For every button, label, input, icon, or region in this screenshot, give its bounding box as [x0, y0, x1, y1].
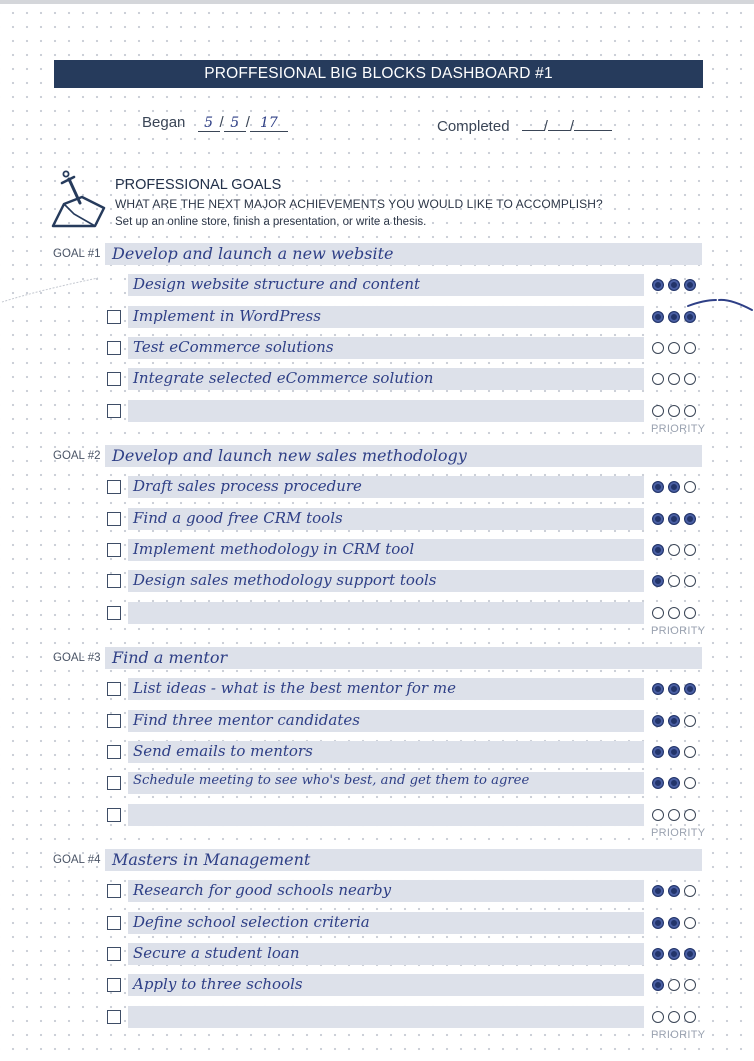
priority-dot-icon[interactable]	[668, 1011, 680, 1023]
priority-rating[interactable]	[652, 809, 696, 821]
priority-rating[interactable]	[652, 777, 696, 789]
task-checkbox[interactable]	[107, 884, 121, 898]
priority-dot-icon[interactable]	[668, 575, 680, 587]
priority-label: PRIORITY	[651, 625, 706, 637]
priority-dot-icon[interactable]	[684, 607, 696, 619]
priority-dot-icon[interactable]	[668, 279, 680, 291]
priority-dot-icon[interactable]	[684, 544, 696, 556]
priority-dot-icon[interactable]	[652, 544, 664, 556]
goal-label: GOAL #2	[53, 450, 101, 462]
priority-rating[interactable]	[652, 513, 696, 525]
task-checkbox[interactable]	[107, 978, 121, 992]
priority-dot-icon[interactable]	[652, 979, 664, 991]
priority-rating[interactable]	[652, 715, 696, 727]
priority-dot-icon[interactable]	[684, 777, 696, 789]
priority-dot-icon[interactable]	[684, 746, 696, 758]
priority-rating[interactable]	[652, 481, 696, 493]
priority-dot-icon[interactable]	[684, 809, 696, 821]
goal-label: GOAL #4	[53, 854, 101, 866]
task-text: List ideas - what is the best mentor for me	[133, 679, 456, 697]
began-month[interactable]: 5	[224, 115, 246, 132]
priority-dot-icon[interactable]	[668, 311, 680, 323]
priority-dot-icon[interactable]	[668, 607, 680, 619]
pen-stroke-right	[686, 296, 754, 316]
priority-rating[interactable]	[652, 405, 696, 417]
began-year[interactable]: 17	[250, 115, 288, 132]
task-checkbox[interactable]	[107, 310, 121, 324]
goal-label: GOAL #3	[53, 652, 101, 664]
priority-rating[interactable]	[652, 683, 696, 695]
priority-dot-icon[interactable]	[668, 544, 680, 556]
priority-dot-icon[interactable]	[668, 342, 680, 354]
priority-rating[interactable]	[652, 917, 696, 929]
task-checkbox[interactable]	[107, 682, 121, 696]
priority-dot-icon[interactable]	[684, 917, 696, 929]
priority-dot-icon[interactable]	[684, 405, 696, 417]
task-text: Research for good schools nearby	[133, 881, 392, 899]
task-text: Find a good free CRM tools	[133, 509, 343, 527]
priority-dot-icon[interactable]	[652, 311, 664, 323]
priority-dot-icon[interactable]	[652, 1011, 664, 1023]
task-checkbox[interactable]	[107, 947, 121, 961]
priority-dot-icon[interactable]	[684, 575, 696, 587]
began-day[interactable]: 5	[198, 115, 220, 132]
completed-year[interactable]	[574, 114, 612, 131]
priority-dot-icon[interactable]	[652, 405, 664, 417]
priority-dot-icon[interactable]	[668, 948, 680, 960]
began-label: Began	[142, 114, 186, 131]
completed-label: Completed	[437, 118, 510, 135]
task-checkbox[interactable]	[107, 808, 121, 822]
task-text: Draft sales process procedure	[133, 477, 362, 495]
priority-dot-icon[interactable]	[652, 607, 664, 619]
priority-dot-icon[interactable]	[684, 1011, 696, 1023]
priority-dot-icon[interactable]	[652, 715, 664, 727]
priority-dot-icon[interactable]	[668, 405, 680, 417]
priority-dot-icon[interactable]	[652, 342, 664, 354]
task-checkbox[interactable]	[107, 543, 121, 557]
task-text: Design website structure and content	[133, 275, 421, 293]
section-title: PROFESSIONAL GOALS	[115, 177, 282, 193]
goal-label: GOAL #1	[53, 248, 101, 260]
task-field[interactable]	[128, 804, 644, 826]
task-text: Find three mentor candidates	[133, 711, 360, 729]
priority-dot-icon[interactable]	[668, 715, 680, 727]
completed-date: Completed / /	[437, 114, 612, 135]
completed-day[interactable]	[522, 114, 544, 131]
goal-text: Develop and launch new sales methodology	[112, 446, 467, 465]
task-field[interactable]	[128, 1006, 644, 1028]
priority-dot-icon[interactable]	[668, 917, 680, 929]
priority-dot-icon[interactable]	[652, 481, 664, 493]
priority-dot-icon[interactable]	[684, 342, 696, 354]
task-checkbox[interactable]	[107, 512, 121, 526]
task-checkbox[interactable]	[107, 776, 121, 790]
task-field[interactable]	[128, 602, 644, 624]
priority-dot-icon[interactable]	[652, 746, 664, 758]
priority-label: PRIORITY	[651, 1029, 706, 1041]
priority-dot-icon[interactable]	[684, 979, 696, 991]
task-checkbox[interactable]	[107, 341, 121, 355]
sword-in-stone-icon	[50, 170, 110, 232]
began-date: Began 5 / 5 / 17	[142, 114, 288, 132]
goal-text: Find a mentor	[112, 648, 228, 667]
task-checkbox[interactable]	[107, 916, 121, 930]
priority-dot-icon[interactable]	[684, 885, 696, 897]
priority-dot-icon[interactable]	[684, 948, 696, 960]
priority-dot-icon[interactable]	[668, 746, 680, 758]
priority-dot-icon[interactable]	[668, 979, 680, 991]
priority-dot-icon[interactable]	[668, 683, 680, 695]
task-checkbox[interactable]	[107, 1010, 121, 1024]
priority-dot-icon[interactable]	[668, 513, 680, 525]
priority-dot-icon[interactable]	[684, 279, 696, 291]
priority-dot-icon[interactable]	[668, 777, 680, 789]
task-checkbox[interactable]	[107, 480, 121, 494]
section-question: WHAT ARE THE NEXT MAJOR ACHIEVEMENTS YOU WOULD LIKE TO ACCOMPLISH?	[115, 197, 603, 211]
priority-dot-icon[interactable]	[684, 513, 696, 525]
task-checkbox[interactable]	[107, 714, 121, 728]
priority-rating[interactable]	[652, 575, 696, 587]
priority-dot-icon[interactable]	[684, 373, 696, 385]
priority-rating[interactable]	[652, 607, 696, 619]
goal-text: Develop and launch a new website	[112, 244, 394, 263]
task-checkbox[interactable]	[107, 404, 121, 418]
priority-rating[interactable]	[652, 279, 696, 291]
priority-dot-icon[interactable]	[652, 279, 664, 291]
task-text: Apply to three schools	[133, 975, 303, 993]
task-text: Design sales methodology support tools	[133, 571, 437, 589]
priority-dot-icon[interactable]	[668, 481, 680, 493]
priority-rating[interactable]	[652, 342, 696, 354]
page-title: PROFFESIONAL BIG BLOCKS DASHBOARD #1	[54, 60, 703, 88]
task-checkbox[interactable]	[107, 745, 121, 759]
task-field[interactable]	[128, 400, 644, 422]
task-text: Send emails to mentors	[133, 742, 313, 760]
priority-dot-icon[interactable]	[652, 948, 664, 960]
priority-label: PRIORITY	[651, 827, 706, 839]
task-text: Implement methodology in CRM tool	[133, 540, 415, 558]
priority-rating[interactable]	[652, 544, 696, 556]
priority-rating[interactable]	[652, 746, 696, 758]
priority-rating[interactable]	[652, 885, 696, 897]
priority-dot-icon[interactable]	[652, 809, 664, 821]
priority-dot-icon[interactable]	[652, 917, 664, 929]
task-checkbox[interactable]	[107, 372, 121, 386]
priority-dot-icon[interactable]	[652, 575, 664, 587]
priority-dot-icon[interactable]	[652, 885, 664, 897]
priority-rating[interactable]	[652, 373, 696, 385]
priority-dot-icon[interactable]	[668, 373, 680, 385]
priority-dot-icon[interactable]	[652, 373, 664, 385]
priority-dot-icon[interactable]	[652, 513, 664, 525]
top-edge	[0, 0, 754, 4]
task-checkbox[interactable]	[107, 606, 121, 620]
priority-rating[interactable]	[652, 948, 696, 960]
section-hint: Set up an online store, finish a presentation, or write a thesis.	[115, 216, 427, 228]
priority-rating[interactable]	[652, 979, 696, 991]
task-text: Implement in WordPress	[133, 307, 321, 325]
goal-text: Masters in Management	[112, 850, 311, 869]
pen-stroke-left	[0, 262, 110, 310]
priority-label: PRIORITY	[651, 423, 706, 435]
task-text: Integrate selected eCommerce solution	[133, 369, 434, 387]
completed-month[interactable]	[548, 114, 570, 131]
priority-dot-icon[interactable]	[668, 809, 680, 821]
task-text: Schedule meeting to see who's best, and get them to agree	[133, 773, 530, 788]
task-text: Test eCommerce solutions	[133, 338, 334, 356]
task-text: Define school selection criteria	[133, 913, 370, 931]
task-text: Secure a student loan	[133, 944, 300, 962]
priority-dot-icon[interactable]	[652, 683, 664, 695]
priority-dot-icon[interactable]	[652, 777, 664, 789]
priority-dot-icon[interactable]	[684, 683, 696, 695]
priority-rating[interactable]	[652, 1011, 696, 1023]
priority-dot-icon[interactable]	[668, 885, 680, 897]
task-checkbox[interactable]	[107, 574, 121, 588]
priority-dot-icon[interactable]	[684, 481, 696, 493]
priority-dot-icon[interactable]	[684, 715, 696, 727]
